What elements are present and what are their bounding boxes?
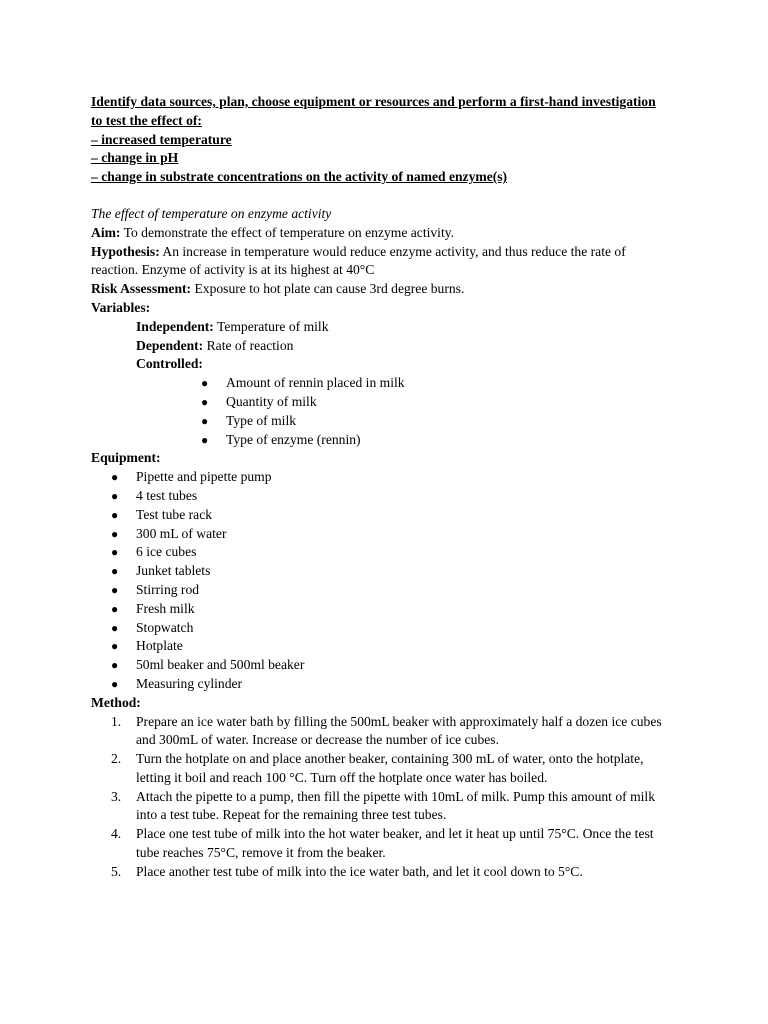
bullet-icon: ● bbox=[111, 601, 119, 616]
list-item bbox=[91, 656, 691, 675]
list-item-text: Stirring rod bbox=[136, 581, 200, 597]
aim-paragraph bbox=[91, 224, 691, 243]
variables-label: Variables: bbox=[91, 299, 151, 315]
heading-line: to test the effect of: bbox=[91, 112, 202, 128]
document-heading bbox=[91, 93, 691, 187]
risk-label: Risk Assessment: bbox=[91, 281, 192, 297]
independent-variable bbox=[91, 318, 691, 337]
hypothesis-paragraph bbox=[91, 243, 691, 262]
method-step bbox=[91, 750, 691, 788]
list-item-text: Test tube rack bbox=[136, 506, 213, 522]
equipment-list bbox=[91, 468, 691, 694]
step-number: 4. bbox=[111, 826, 122, 842]
step-text: into a test tube. Repeat for the remaining three test tubes. bbox=[136, 807, 447, 823]
dependent-label: Dependent: bbox=[136, 337, 204, 353]
list-item-text: Fresh milk bbox=[136, 600, 195, 616]
heading-line: – change in pH bbox=[91, 150, 179, 166]
step-text: Attach the pipette to a pump, then fill the pipette with 10mL of milk. Pump this amount of milk bbox=[136, 788, 656, 804]
bullet-icon: ● bbox=[111, 470, 119, 485]
aim-text: To demonstrate the effect of temperature on enzyme activity. bbox=[120, 224, 455, 240]
method-step bbox=[91, 788, 691, 826]
step-text: Turn the hotplate on and place another beaker, containing 300 mL of water, onto the hotplate, bbox=[136, 751, 644, 767]
document-content bbox=[91, 93, 691, 882]
list-item-text: 50ml beaker and 500ml beaker bbox=[136, 657, 305, 673]
bullet-icon: ● bbox=[201, 394, 209, 409]
list-item bbox=[91, 525, 691, 544]
hypothesis-continuation: reaction. Enzyme of activity is at its highest at 40°C bbox=[91, 262, 375, 278]
list-item-text: 300 mL of water bbox=[136, 525, 227, 541]
bullet-icon: ● bbox=[111, 676, 119, 691]
dependent-text: Rate of reaction bbox=[203, 337, 294, 353]
bullet-icon: ● bbox=[111, 488, 119, 503]
heading-line: – change in substrate concentrations on the activity of named enzyme(s) bbox=[91, 169, 508, 185]
list-item bbox=[91, 468, 691, 487]
list-item bbox=[91, 562, 691, 581]
section-subtitle: The effect of temperature on enzyme activity bbox=[91, 205, 332, 221]
heading-line: – increased temperature bbox=[91, 131, 232, 147]
bullet-icon: ● bbox=[111, 526, 119, 541]
dependent-variable bbox=[91, 337, 691, 356]
list-item-text: Pipette and pipette pump bbox=[136, 469, 272, 485]
independent-label: Independent: bbox=[136, 318, 214, 334]
list-item-text: Measuring cylinder bbox=[136, 675, 243, 691]
bullet-icon: ● bbox=[111, 564, 119, 579]
controlled-variables-list bbox=[91, 374, 691, 449]
list-item-text: Junket tablets bbox=[136, 563, 211, 579]
list-item-text: Type of milk bbox=[226, 412, 297, 428]
method-step bbox=[91, 863, 691, 882]
list-item bbox=[91, 675, 691, 694]
bullet-icon: ● bbox=[111, 658, 119, 673]
method-steps-list bbox=[91, 713, 691, 882]
bullet-icon: ● bbox=[111, 507, 119, 522]
method-label: Method: bbox=[91, 694, 141, 710]
list-item bbox=[91, 543, 691, 562]
list-item bbox=[91, 506, 691, 525]
list-item-text: 4 test tubes bbox=[136, 487, 198, 503]
list-item bbox=[91, 637, 691, 656]
list-item bbox=[91, 619, 691, 638]
step-text: Prepare an ice water bath by filling the 500mL beaker with approximately half a dozen ice cubes bbox=[136, 713, 662, 729]
list-item bbox=[91, 581, 691, 600]
bullet-icon: ● bbox=[201, 432, 209, 447]
step-text: Place one test tube of milk into the hot water beaker, and let it heat up until 75°C. Once the test bbox=[136, 826, 654, 842]
step-number: 3. bbox=[111, 788, 122, 804]
controlled-label: Controlled: bbox=[136, 356, 203, 372]
list-item-text: Amount of rennin placed in milk bbox=[226, 375, 405, 391]
list-item-text: Quantity of milk bbox=[226, 393, 317, 409]
list-item-text: Stopwatch bbox=[136, 619, 194, 635]
list-item-text: Type of enzyme (rennin) bbox=[226, 431, 361, 447]
list-item bbox=[91, 374, 691, 393]
list-item bbox=[91, 412, 691, 431]
list-item bbox=[91, 431, 691, 450]
independent-text: Temperature of milk bbox=[213, 318, 329, 334]
bullet-icon: ● bbox=[201, 376, 209, 391]
aim-label: Aim: bbox=[91, 224, 121, 240]
list-item-text: 6 ice cubes bbox=[136, 544, 197, 560]
risk-paragraph bbox=[91, 280, 691, 299]
step-text: Place another test tube of milk into the ice water bath, and let it cool down to 5°C. bbox=[136, 863, 583, 879]
bullet-icon: ● bbox=[111, 639, 119, 654]
bullet-icon: ● bbox=[111, 545, 119, 560]
step-number: 5. bbox=[111, 863, 122, 879]
step-text: tube reaches 75°C, remove it from the beaker. bbox=[136, 845, 386, 861]
list-item bbox=[91, 487, 691, 506]
risk-text: Exposure to hot plate can cause 3rd degree burns. bbox=[191, 281, 465, 297]
list-item-text: Hotplate bbox=[136, 638, 183, 654]
step-text: and 300mL of water. Increase or decrease the number of ice cubes. bbox=[136, 732, 499, 748]
step-number: 2. bbox=[111, 751, 122, 767]
bullet-icon: ● bbox=[111, 582, 119, 597]
hypothesis-text: An increase in temperature would reduce enzyme activity, and thus reduce the rate of bbox=[159, 243, 626, 259]
method-step bbox=[91, 713, 691, 751]
hypothesis-label: Hypothesis: bbox=[91, 243, 160, 259]
bullet-icon: ● bbox=[201, 413, 209, 428]
step-number: 1. bbox=[111, 713, 122, 729]
list-item bbox=[91, 600, 691, 619]
heading-line: Identify data sources, plan, choose equipment or resources and perform a first-hand investigation bbox=[91, 94, 656, 109]
list-item bbox=[91, 393, 691, 412]
bullet-icon: ● bbox=[111, 620, 119, 635]
method-step bbox=[91, 825, 691, 863]
equipment-label: Equipment: bbox=[91, 450, 161, 466]
step-text: letting it boil and reach 100 °C. Turn off the hotplate once water has boiled. bbox=[136, 769, 548, 785]
